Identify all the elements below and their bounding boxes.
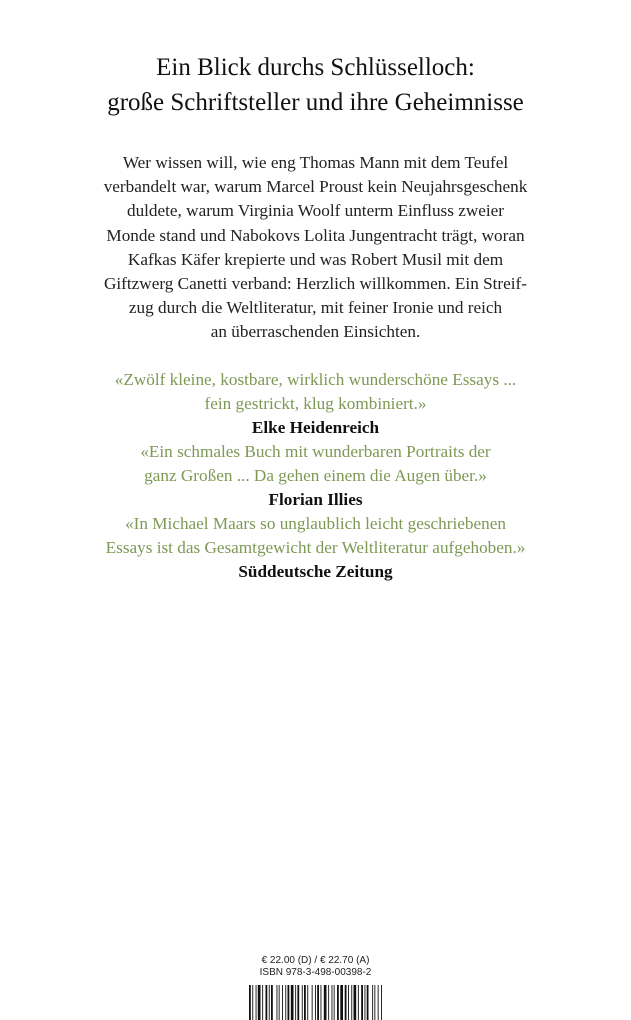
blurb-line: verbandelt war, warum Marcel Proust kein Neujahrsgeschenk — [103, 177, 528, 197]
blurb-line: Monde stand und Nabokovs Lolita Jungentracht trägt, woran — [106, 225, 525, 245]
quote-author: Elke Heidenreich — [251, 418, 380, 438]
quote-author: Florian Illies — [268, 490, 363, 510]
blurb-line: an überraschenden Einsichten. — [210, 322, 421, 342]
book-title — [0, 50, 631, 120]
review-quote — [30, 512, 601, 585]
quote-line: «Zwölf kleine, kostbare, wirklich wunderschöne Essays ... — [114, 370, 517, 389]
quote-line: Essays ist das Gesamtgewicht der Weltliteratur aufgehoben.» — [105, 538, 526, 558]
blurb-line: zug durch die Weltliteratur, mit feiner Ironie und reich — [128, 298, 503, 318]
blurb-line: Kafkas Käfer krepierte und was Robert Musil mit dem — [127, 249, 504, 269]
blurb-line: Giftzwerg Canetti verband: Herzlich willkommen. Ein Streif- — [103, 274, 528, 294]
price-block — [0, 955, 631, 979]
title-line-1: Ein Blick durchs Schlüsselloch: — [156, 54, 475, 81]
review-quote — [30, 440, 601, 513]
quote-line: fein gestrickt, klug kombiniert.» — [204, 394, 427, 414]
review-quote — [30, 368, 601, 441]
quote-line: «Ein schmales Buch mit wunderbaren Portraits der — [140, 442, 491, 461]
barcode-icon — [247, 985, 384, 1020]
isbn-label: ISBN 978-3-498-00398-2 — [259, 967, 372, 978]
blurb-line: duldete, warum Virginia Woolf unterm Einfluss zweier — [126, 201, 505, 221]
title-line-2: große Schriftsteller und ihre Geheimnisse — [107, 89, 524, 116]
price-label: € 22.00 (D) / € 22.70 (A) — [261, 955, 370, 966]
blurb-text — [60, 151, 571, 345]
blurb-line: Wer wissen will, wie eng Thomas Mann mit dem Teufel — [122, 153, 509, 172]
quote-line: «In Michael Maars so unglaublich leicht geschriebenen — [125, 514, 506, 533]
quote-author: Süddeutsche Zeitung — [238, 562, 393, 582]
quote-line: ganz Großen ... Da gehen einem die Augen über.» — [144, 466, 487, 486]
